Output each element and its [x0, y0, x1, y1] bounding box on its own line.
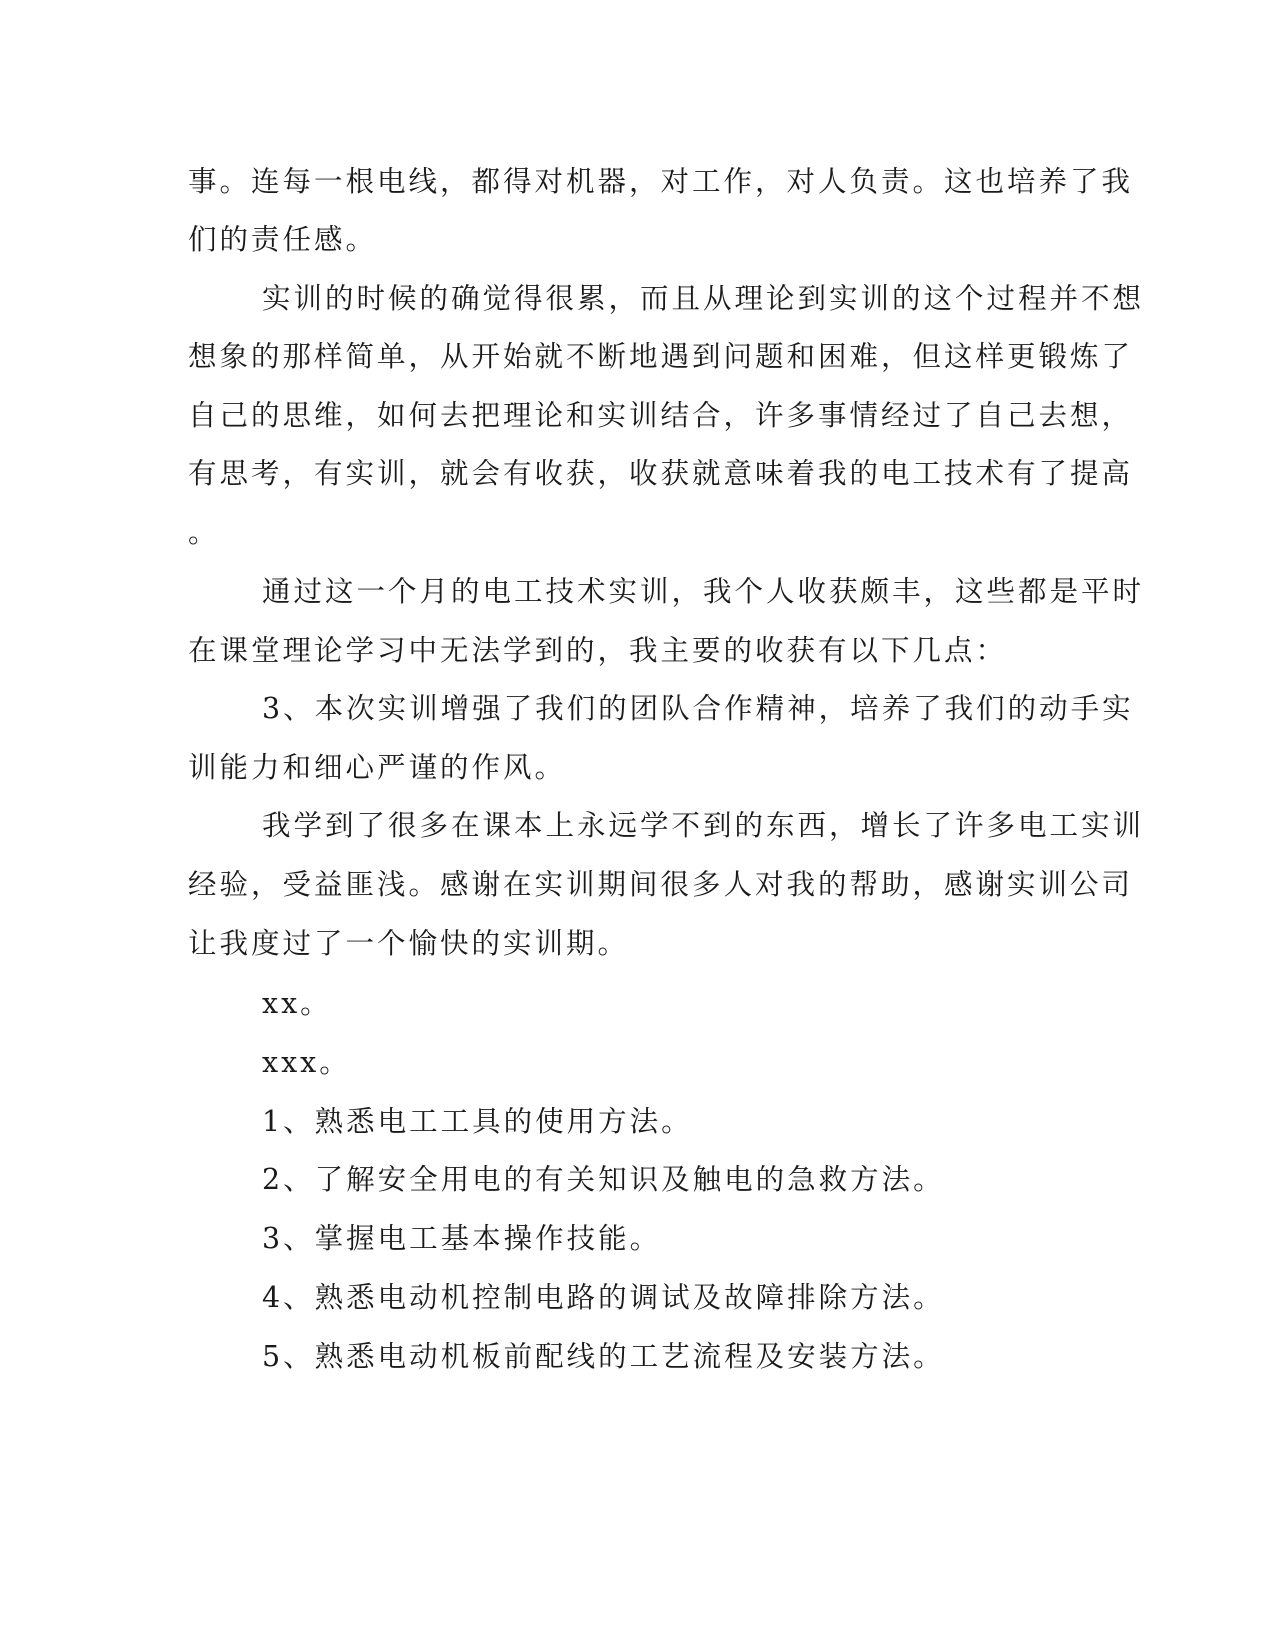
- text-line: 。: [188, 516, 220, 549]
- text-line: 通过这一个月的电工技术实训，我个人收获颇丰，这些都是平时: [262, 575, 1145, 608]
- text-line: 事。连每一根电线，都得对机器，对工作，对人负责。这也培养了我: [188, 165, 1134, 198]
- list-item: 2、了解安全用电的有关知识及触电的急救方法。: [262, 1163, 945, 1196]
- text-line: 有思考，有实训，就会有收获，收获就意味着我的电工技术有了提高: [188, 457, 1134, 490]
- text-line: 自己的思维，如何去把理论和实训结合，许多事情经过了自己去想，: [188, 399, 1134, 432]
- list-item: 5、熟悉电动机板前配线的工艺流程及安装方法。: [262, 1340, 945, 1373]
- text-line: 们的责任感。: [188, 223, 378, 256]
- text-line: xx。: [262, 987, 332, 1020]
- text-line: xxx。: [262, 1046, 351, 1079]
- text-line: 我学到了很多在课本上永远学不到的东西，增长了许多电工实训: [262, 809, 1145, 842]
- list-item: 1、熟悉电工工具的使用方法。: [262, 1105, 693, 1138]
- text-line: 经验，受益匪浅。感谢在实训期间很多人对我的帮助，感谢实训公司: [188, 868, 1134, 901]
- text-line: 让我度过了一个愉快的实训期。: [188, 927, 630, 960]
- text-line: 想象的那样简单，从开始就不断地遇到问题和困难，但这样更锻炼了: [188, 340, 1134, 373]
- list-item: 3、掌握电工基本操作技能。: [262, 1222, 662, 1255]
- text-line: 训能力和细心严谨的作风。: [188, 751, 567, 784]
- text-line: 实训的时候的确觉得很累，而且从理论到实训的这个过程并不想: [262, 282, 1145, 315]
- text-line: 在课堂理论学习中无法学到的，我主要的收获有以下几点：: [188, 634, 1008, 667]
- text-line: 3、本次实训增强了我们的团队合作精神，培养了我们的动手实: [262, 692, 1134, 725]
- list-item: 4、熟悉电动机控制电路的调试及故障排除方法。: [262, 1281, 945, 1314]
